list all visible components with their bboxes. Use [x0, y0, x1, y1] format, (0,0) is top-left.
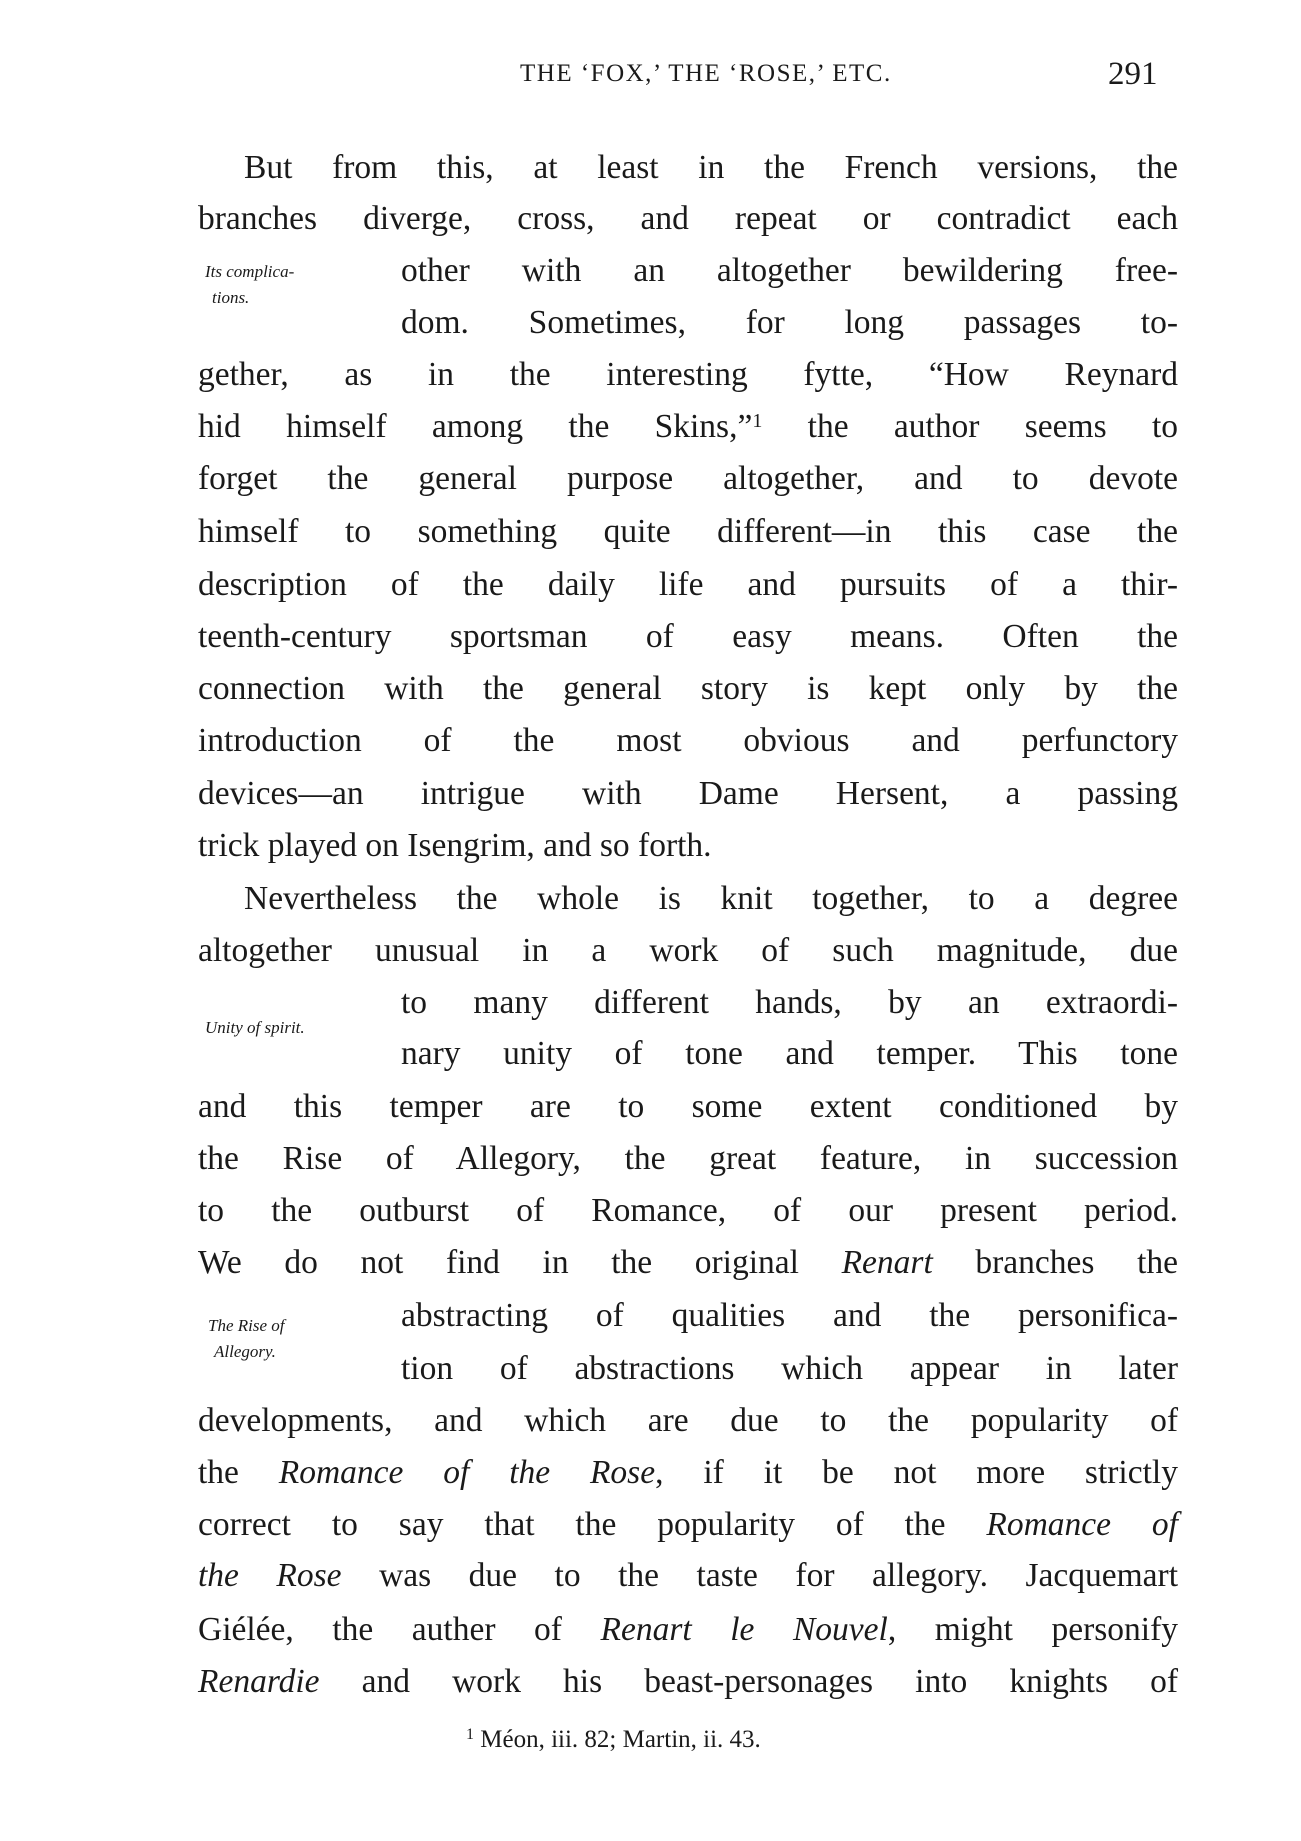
text-line [198, 1395, 1178, 1447]
text-segment: nary unity of tone and temper. This tone [401, 1034, 1178, 1072]
text-segment: trick played on Isengrim, and so forth. [198, 827, 712, 865]
margin-note: tions. [212, 288, 250, 307]
text-line [401, 1028, 1178, 1080]
text-segment: gether, as in the interesting fytte, “How Reynard [198, 356, 1178, 394]
text-segment: , if it be not more strictly [655, 1453, 1178, 1491]
text-line [198, 506, 1178, 558]
italic-text: Renardie [198, 1662, 320, 1700]
text-line [198, 1499, 1178, 1551]
text-segment: other with an altogether bewildering free- [401, 252, 1178, 290]
text-segment: , might personify [887, 1610, 1178, 1648]
text-segment: and work his beast-personages into knights of [319, 1662, 1178, 1700]
text-segment: the Rise of Allegory, the great feature, in succession [198, 1139, 1178, 1177]
text-segment: forget the general purpose altogether, and to devote [198, 460, 1178, 498]
text-line [401, 297, 1178, 349]
text-segment: to many different hands, by an extraordi- [401, 984, 1178, 1021]
text-segment: devices—an intrigue with Dame Hersent, a passing [198, 775, 1178, 813]
text-segment: teenth-century sportsman of easy means. Often the [198, 618, 1178, 656]
italic-text: Renart [841, 1243, 933, 1281]
text-line [198, 453, 1178, 505]
text-line [198, 349, 1178, 401]
text-segment: branches the [932, 1243, 1178, 1281]
italic-text: Romance of [986, 1505, 1178, 1543]
text-line [198, 768, 1178, 820]
italic-text: Romance of the Rose [278, 1453, 656, 1491]
text-line [244, 142, 1178, 194]
text-line [198, 1081, 1178, 1133]
page-number: 291 [1108, 56, 1158, 92]
text-segment: introduction of the most obvious and perfunctory [198, 722, 1178, 760]
text-line [198, 820, 1178, 872]
text-segment: abstracting of qualities and the personifica- [401, 1296, 1178, 1334]
text-segment: branches diverge, cross, and repeat or contradict each [198, 200, 1178, 238]
text-segment: to the outburst of Romance, of our present period. [198, 1191, 1178, 1229]
text-segment: But from this, at least in the French versions, the [244, 148, 1178, 186]
text-line [401, 1290, 1178, 1342]
text-segment: We do not find in the original [198, 1243, 842, 1281]
text-segment: tion of abstractions which appear in later [401, 1349, 1178, 1387]
text-segment: Nevertheless the whole is knit together, to a degree [244, 880, 1178, 918]
footnote-ref: 1 [752, 410, 763, 433]
text-line [401, 977, 1178, 1029]
text-line [401, 245, 1178, 297]
text-line [244, 873, 1178, 925]
text-segment: description of the daily life and pursuits of a thir- [198, 566, 1178, 604]
text-segment: dom. Sometimes, for long passages to- [401, 304, 1178, 342]
margin-note: Unity of spirit. [205, 1018, 305, 1037]
text-segment: the author seems to [762, 408, 1178, 446]
text-line [198, 559, 1178, 611]
text-line [198, 1447, 1178, 1499]
text-line [198, 1604, 1178, 1656]
margin-note: Its complica- [205, 262, 295, 281]
text-line [198, 1237, 1178, 1289]
text-line [401, 1343, 1178, 1395]
text-segment: himself to something quite different—in this case the [198, 513, 1178, 551]
text-segment: was due to the taste for allegory. Jacquemart [341, 1557, 1178, 1595]
text-line [198, 715, 1178, 767]
text-segment: Giélée, the auther of [198, 1610, 601, 1648]
text-segment: hid himself among the Skins,” [198, 408, 753, 446]
text-line [198, 925, 1178, 977]
margin-note: The Rise of [208, 1316, 285, 1335]
text-segment: and this temper are to some extent conditioned by [198, 1087, 1178, 1125]
text-segment: the [198, 1453, 279, 1491]
margin-note: Allegory. [214, 1342, 276, 1361]
footnote-marker: 1 [466, 1726, 474, 1743]
text-line [198, 611, 1178, 663]
text-line [198, 401, 1178, 453]
text-line [198, 1550, 1178, 1602]
text-segment: connection with the general story is kept only by the [198, 670, 1178, 708]
running-head: THE ‘FOX,’ THE ‘ROSE,’ ETC. [520, 60, 892, 87]
text-segment: correct to say that the popularity of the [198, 1505, 987, 1543]
text-line [198, 193, 1178, 245]
text-segment: altogether unusual in a work of such magnitude, due [198, 932, 1178, 970]
text-line [198, 1133, 1178, 1185]
footnote [466, 1726, 761, 1754]
text-line [198, 663, 1178, 715]
text-line [198, 1185, 1178, 1237]
italic-text: the Rose [198, 1557, 342, 1595]
text-line [198, 1656, 1178, 1708]
italic-text: Renart le Nouvel [600, 1610, 888, 1648]
text-segment: developments, and which are due to the popularity of [198, 1401, 1178, 1439]
footnote-text: Méon, iii. 82; Martin, ii. 43. [474, 1726, 761, 1753]
